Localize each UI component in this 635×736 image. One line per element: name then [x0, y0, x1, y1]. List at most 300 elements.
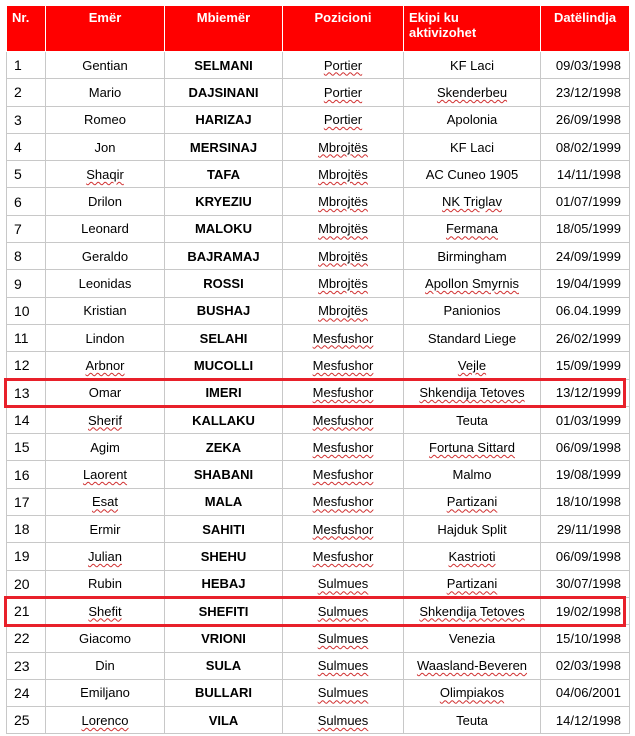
row-birthdate-text: 30/07/1998 — [555, 576, 621, 592]
row-nr-text: 10 — [14, 302, 30, 319]
row-position — [283, 488, 404, 515]
row-last-name — [165, 516, 283, 543]
row-club — [404, 243, 541, 270]
table-row — [7, 106, 630, 133]
row-position-text: Mesfushor — [312, 521, 374, 537]
row-first-name — [46, 625, 165, 652]
row-nr-text: 21 — [14, 603, 30, 620]
table-row — [7, 570, 630, 597]
row-position-text: Sulmues — [317, 630, 369, 646]
row-club-text: Partizani — [446, 576, 498, 592]
table-body — [7, 52, 630, 734]
row-birthdate-text: 23/12/1998 — [555, 84, 621, 100]
row-nr — [7, 679, 46, 706]
row-nr-text: 23 — [14, 657, 30, 674]
row-club — [404, 679, 541, 706]
row-birthdate — [541, 215, 630, 242]
row-birthdate-text: 24/09/1999 — [555, 248, 621, 264]
row-club — [404, 270, 541, 297]
row-last-name-text: BULLARI — [194, 685, 253, 701]
row-position — [283, 133, 404, 160]
row-position-text: Mbrojtës — [318, 276, 368, 292]
row-position-text: Sulmues — [317, 685, 369, 701]
row-birthdate — [541, 434, 630, 461]
row-last-name-text: MERSINAJ — [189, 139, 258, 155]
row-nr — [7, 406, 46, 433]
row-position — [283, 188, 404, 215]
row-last-name — [165, 352, 283, 379]
row-first-name-text: Jon — [94, 139, 116, 155]
row-birthdate-text: 18/10/1998 — [555, 494, 621, 510]
row-position-text: Mesfushor — [312, 548, 374, 564]
row-nr — [7, 243, 46, 270]
row-nr — [7, 133, 46, 160]
row-first-name-text: Kristian — [83, 303, 127, 319]
row-first-name-text: Mario — [88, 84, 122, 100]
row-first-name — [46, 461, 165, 488]
row-club-text: Hajduk Split — [437, 521, 507, 537]
row-first-name-text: Shaqir — [86, 166, 124, 182]
row-nr-text: 16 — [14, 466, 30, 483]
row-position — [283, 270, 404, 297]
row-position-text: Sulmues — [317, 712, 369, 728]
row-nr-text: 25 — [14, 712, 30, 729]
row-birthdate-text: 26/02/1999 — [555, 330, 621, 346]
row-last-name — [165, 461, 283, 488]
row-nr-text: 18 — [14, 521, 30, 538]
row-nr — [7, 79, 46, 106]
row-club-text: KF Laci — [449, 139, 495, 155]
row-position — [283, 434, 404, 461]
row-first-name-text: Leonard — [81, 221, 129, 237]
row-first-name-text: Lindon — [85, 330, 125, 346]
row-first-name-text: Julian — [88, 548, 122, 564]
row-position — [283, 243, 404, 270]
table-row — [7, 625, 630, 652]
row-birthdate-text: 15/10/1998 — [555, 630, 621, 646]
row-first-name — [46, 679, 165, 706]
row-birthdate — [541, 379, 630, 406]
row-birthdate — [541, 352, 630, 379]
row-club-text: Shkendija Tetoves — [419, 603, 525, 619]
table-row — [7, 79, 630, 106]
row-position-text: Mesfushor — [312, 467, 374, 483]
row-club — [404, 488, 541, 515]
row-club — [404, 52, 541, 79]
row-first-name-text: Laorent — [82, 467, 128, 483]
table-row — [7, 379, 630, 406]
row-nr-text: 1 — [14, 57, 22, 74]
row-nr-text: 12 — [14, 357, 30, 374]
row-birthdate — [541, 488, 630, 515]
row-club-text: Panionios — [443, 303, 501, 319]
row-birthdate-text: 06/09/1998 — [555, 548, 621, 564]
row-nr-text: 17 — [14, 493, 30, 510]
row-position — [283, 652, 404, 679]
row-first-name-text: Drilon — [88, 194, 122, 210]
row-position — [283, 679, 404, 706]
row-first-name — [46, 352, 165, 379]
row-birthdate — [541, 652, 630, 679]
row-club — [404, 597, 541, 624]
table-row — [7, 188, 630, 215]
row-club — [404, 543, 541, 570]
row-club — [404, 161, 541, 188]
row-birthdate — [541, 243, 630, 270]
row-last-name-text: HEBAJ — [201, 576, 246, 592]
row-first-name — [46, 297, 165, 324]
row-position-text: Mbrojtës — [318, 248, 368, 264]
row-last-name — [165, 52, 283, 79]
row-first-name-text: Din — [95, 658, 115, 674]
row-club — [404, 324, 541, 351]
row-nr-text: 19 — [14, 548, 30, 565]
row-club — [404, 406, 541, 433]
row-first-name-text: Geraldo — [81, 248, 129, 264]
row-first-name-text: Emiljano — [80, 685, 130, 701]
row-position — [283, 352, 404, 379]
row-birthdate-text: 14/11/1998 — [556, 166, 621, 182]
table-row — [7, 543, 630, 570]
row-birthdate-text: 02/03/1998 — [555, 658, 621, 674]
row-birthdate-text: 19/04/1999 — [555, 276, 621, 292]
row-last-name-text: BUSHAJ — [196, 303, 251, 319]
row-position — [283, 406, 404, 433]
table-row — [7, 133, 630, 160]
row-club — [404, 79, 541, 106]
row-first-name-text: Sherif — [88, 412, 122, 428]
table-row — [7, 52, 630, 79]
table-row — [7, 297, 630, 324]
row-birthdate — [541, 161, 630, 188]
row-position-text: Mesfushor — [312, 385, 374, 401]
row-position — [283, 707, 404, 734]
row-club-text: Teuta — [456, 712, 488, 728]
row-club-text: Fortuna Sittard — [429, 439, 515, 455]
row-club — [404, 215, 541, 242]
row-club-text: Malmo — [452, 467, 492, 483]
row-club-text: Vejle — [457, 357, 487, 373]
row-last-name — [165, 270, 283, 297]
table-row — [7, 597, 630, 624]
row-position — [283, 597, 404, 624]
row-position — [283, 215, 404, 242]
row-nr — [7, 434, 46, 461]
row-nr — [7, 379, 46, 406]
row-position-text: Mesfushor — [312, 330, 374, 346]
row-birthdate — [541, 79, 630, 106]
table-row — [7, 215, 630, 242]
row-club — [404, 516, 541, 543]
header-club-line2: aktivizohet — [409, 25, 477, 40]
table-row — [7, 516, 630, 543]
row-first-name-text: Shefit — [88, 603, 122, 619]
row-birthdate-text: 08/02/1999 — [555, 139, 621, 155]
row-last-name-text: SAHITI — [202, 521, 245, 537]
row-position-text: Mesfushor — [312, 439, 374, 455]
row-position-text: Sulmues — [317, 603, 369, 619]
row-birthdate-text: 01/07/1999 — [555, 194, 621, 210]
row-first-name-text: Leonidas — [78, 276, 132, 292]
row-first-name-text: Lorenco — [81, 712, 129, 728]
row-club — [404, 652, 541, 679]
row-club — [404, 352, 541, 379]
table-row — [7, 324, 630, 351]
row-nr-text: 9 — [14, 275, 22, 292]
table-row — [7, 406, 630, 433]
row-last-name-text: ROSSI — [203, 276, 244, 292]
row-last-name — [165, 625, 283, 652]
row-birthdate — [541, 106, 630, 133]
table-row — [7, 652, 630, 679]
row-club-text: Venezia — [448, 630, 496, 646]
row-first-name — [46, 133, 165, 160]
header-nr: Nr. — [7, 6, 46, 52]
row-birthdate-text: 19/08/1999 — [555, 467, 621, 483]
table-row — [7, 161, 630, 188]
row-first-name — [46, 434, 165, 461]
row-club-text: Apolonia — [446, 112, 498, 128]
row-first-name — [46, 188, 165, 215]
row-birthdate-text: 26/09/1998 — [555, 112, 621, 128]
row-nr — [7, 188, 46, 215]
row-first-name — [46, 379, 165, 406]
row-nr — [7, 625, 46, 652]
row-nr — [7, 161, 46, 188]
row-position — [283, 625, 404, 652]
row-position-text: Portier — [323, 84, 363, 100]
row-first-name — [46, 570, 165, 597]
row-position — [283, 570, 404, 597]
row-birthdate-text: 15/09/1999 — [555, 357, 621, 373]
row-last-name-text: DAJSINANI — [188, 84, 259, 100]
row-nr — [7, 352, 46, 379]
row-birthdate-text: 18/05/1999 — [555, 221, 621, 237]
row-club-text: AC Cuneo 1905 — [425, 166, 519, 182]
header-position: Pozicioni — [283, 6, 404, 52]
row-nr-text: 2 — [14, 84, 22, 101]
row-club — [404, 707, 541, 734]
row-club-text: Waasland-Beveren — [416, 658, 528, 674]
row-last-name — [165, 652, 283, 679]
row-first-name-text: Arbnor — [85, 357, 125, 373]
row-birthdate — [541, 707, 630, 734]
row-nr-text: 14 — [14, 412, 30, 428]
row-first-name — [46, 161, 165, 188]
row-position-text: Sulmues — [317, 658, 369, 674]
table-row — [7, 243, 630, 270]
row-nr-text: 22 — [14, 630, 30, 647]
row-last-name-text: SELAHI — [199, 330, 248, 346]
row-birthdate — [541, 679, 630, 706]
row-last-name-text: BAJRAMAJ — [187, 248, 260, 264]
row-birthdate — [541, 188, 630, 215]
row-position — [283, 52, 404, 79]
row-last-name-text: MALA — [204, 494, 243, 510]
table-row — [7, 434, 630, 461]
row-last-name — [165, 243, 283, 270]
row-birthdate — [541, 324, 630, 351]
row-nr — [7, 52, 46, 79]
row-first-name-text: Gentian — [82, 57, 128, 73]
row-birthdate — [541, 52, 630, 79]
row-club — [404, 188, 541, 215]
row-nr — [7, 297, 46, 324]
row-last-name — [165, 597, 283, 624]
row-last-name-text: ZEKA — [205, 439, 242, 455]
row-first-name — [46, 597, 165, 624]
row-birthdate-text: 09/03/1998 — [555, 57, 621, 73]
row-first-name-text: Rubin — [88, 576, 122, 592]
header-club-line1: Ekipi ku — [409, 10, 459, 25]
row-last-name-text: SHABANI — [193, 467, 254, 483]
row-position-text: Mesfushor — [312, 412, 374, 428]
row-birthdate — [541, 570, 630, 597]
row-club-text: Skenderbeu — [436, 84, 508, 100]
row-position-text: Sulmues — [317, 576, 369, 592]
row-position — [283, 161, 404, 188]
row-last-name-text: SULA — [205, 658, 242, 674]
table-row — [7, 270, 630, 297]
row-birthdate-text: 04/06/2001 — [555, 685, 621, 701]
row-position-text: Portier — [323, 112, 363, 128]
row-position — [283, 79, 404, 106]
row-last-name — [165, 133, 283, 160]
row-nr-text: 11 — [14, 330, 29, 347]
row-club — [404, 133, 541, 160]
row-nr — [7, 543, 46, 570]
row-nr-text: 7 — [14, 220, 22, 237]
row-club-text: NK Triglav — [442, 194, 502, 210]
header-row — [7, 6, 630, 52]
row-birthdate — [541, 516, 630, 543]
row-nr-text: 5 — [14, 166, 22, 183]
row-nr — [7, 270, 46, 297]
row-last-name — [165, 406, 283, 433]
row-position — [283, 543, 404, 570]
row-last-name-text: SHEFITI — [198, 603, 249, 619]
row-last-name — [165, 297, 283, 324]
table-row — [7, 488, 630, 515]
row-nr-text: 3 — [14, 111, 22, 128]
row-first-name — [46, 106, 165, 133]
row-position-text: Mbrojtës — [318, 303, 368, 319]
row-last-name-text: VILA — [208, 712, 239, 728]
table-row — [7, 679, 630, 706]
row-nr-text: 24 — [14, 684, 30, 701]
row-position — [283, 324, 404, 351]
row-club-text: Partizani — [446, 494, 498, 510]
row-first-name-text: Agim — [90, 439, 120, 455]
row-birthdate-text: 06.04.1999 — [555, 303, 621, 319]
row-last-name — [165, 106, 283, 133]
header-first-name: Emër — [46, 6, 165, 52]
row-last-name-text: KRYEZIU — [195, 194, 252, 210]
row-position — [283, 461, 404, 488]
row-club — [404, 461, 541, 488]
row-last-name — [165, 434, 283, 461]
row-first-name — [46, 652, 165, 679]
row-club-text: Fermana — [445, 221, 499, 237]
row-last-name — [165, 324, 283, 351]
header-club — [404, 6, 541, 52]
row-last-name-text: SHEHU — [200, 548, 247, 564]
row-last-name-text: IMERI — [205, 385, 242, 401]
row-club-text: Olimpiakos — [439, 685, 505, 701]
row-birthdate — [541, 406, 630, 433]
table-header — [7, 6, 630, 52]
row-club-text: KF Laci — [449, 57, 495, 73]
row-club — [404, 570, 541, 597]
row-first-name — [46, 215, 165, 242]
row-position-text: Mesfushor — [312, 494, 374, 510]
row-first-name — [46, 243, 165, 270]
row-first-name — [46, 488, 165, 515]
row-nr — [7, 461, 46, 488]
row-position-text: Mesfushor — [312, 357, 374, 373]
row-last-name-text: VRIONI — [201, 630, 246, 646]
row-last-name — [165, 488, 283, 515]
table-row — [7, 707, 630, 734]
row-first-name-text: Romeo — [84, 112, 126, 128]
row-last-name — [165, 570, 283, 597]
row-birthdate-text: 01/03/1999 — [555, 412, 621, 428]
row-first-name-text: Esat — [91, 494, 118, 510]
row-nr-text: 6 — [14, 193, 22, 210]
row-birthdate — [541, 597, 630, 624]
row-last-name — [165, 707, 283, 734]
row-last-name — [165, 379, 283, 406]
row-nr — [7, 516, 46, 543]
row-birthdate — [541, 543, 630, 570]
header-last-name: Mbiemër — [165, 6, 283, 52]
row-last-name-text: MUCOLLI — [193, 357, 254, 373]
row-birthdate-text: 13/12/1999 — [555, 385, 621, 401]
row-birthdate — [541, 133, 630, 160]
row-position-text: Portier — [323, 57, 363, 73]
row-position — [283, 516, 404, 543]
row-nr — [7, 707, 46, 734]
row-last-name-text: KALLAKU — [192, 412, 255, 428]
row-position — [283, 297, 404, 324]
row-first-name — [46, 270, 165, 297]
row-first-name-text: Ermir — [89, 521, 121, 537]
row-first-name — [46, 516, 165, 543]
row-last-name — [165, 543, 283, 570]
row-nr — [7, 215, 46, 242]
header-birthdate: Datëlindja — [541, 6, 630, 52]
row-nr — [7, 570, 46, 597]
row-first-name — [46, 79, 165, 106]
row-nr — [7, 324, 46, 351]
row-club-text: Apollon Smyrnis — [425, 276, 519, 292]
row-birthdate-text: 14/12/1998 — [555, 712, 621, 728]
row-nr — [7, 488, 46, 515]
row-last-name-text: HARIZAJ — [195, 112, 252, 128]
row-birthdate-text: 19/02/1998 — [555, 603, 621, 619]
row-nr-text: 13 — [14, 384, 30, 401]
row-position-text: Mbrojtës — [318, 166, 368, 182]
row-last-name-text: MALOKU — [194, 221, 253, 237]
row-birthdate — [541, 297, 630, 324]
row-club-text: Teuta — [456, 412, 488, 428]
row-position — [283, 106, 404, 133]
row-nr-text: 15 — [14, 439, 30, 456]
row-first-name-text: Giacomo — [78, 630, 132, 646]
row-birthdate — [541, 461, 630, 488]
row-first-name — [46, 52, 165, 79]
row-last-name — [165, 188, 283, 215]
